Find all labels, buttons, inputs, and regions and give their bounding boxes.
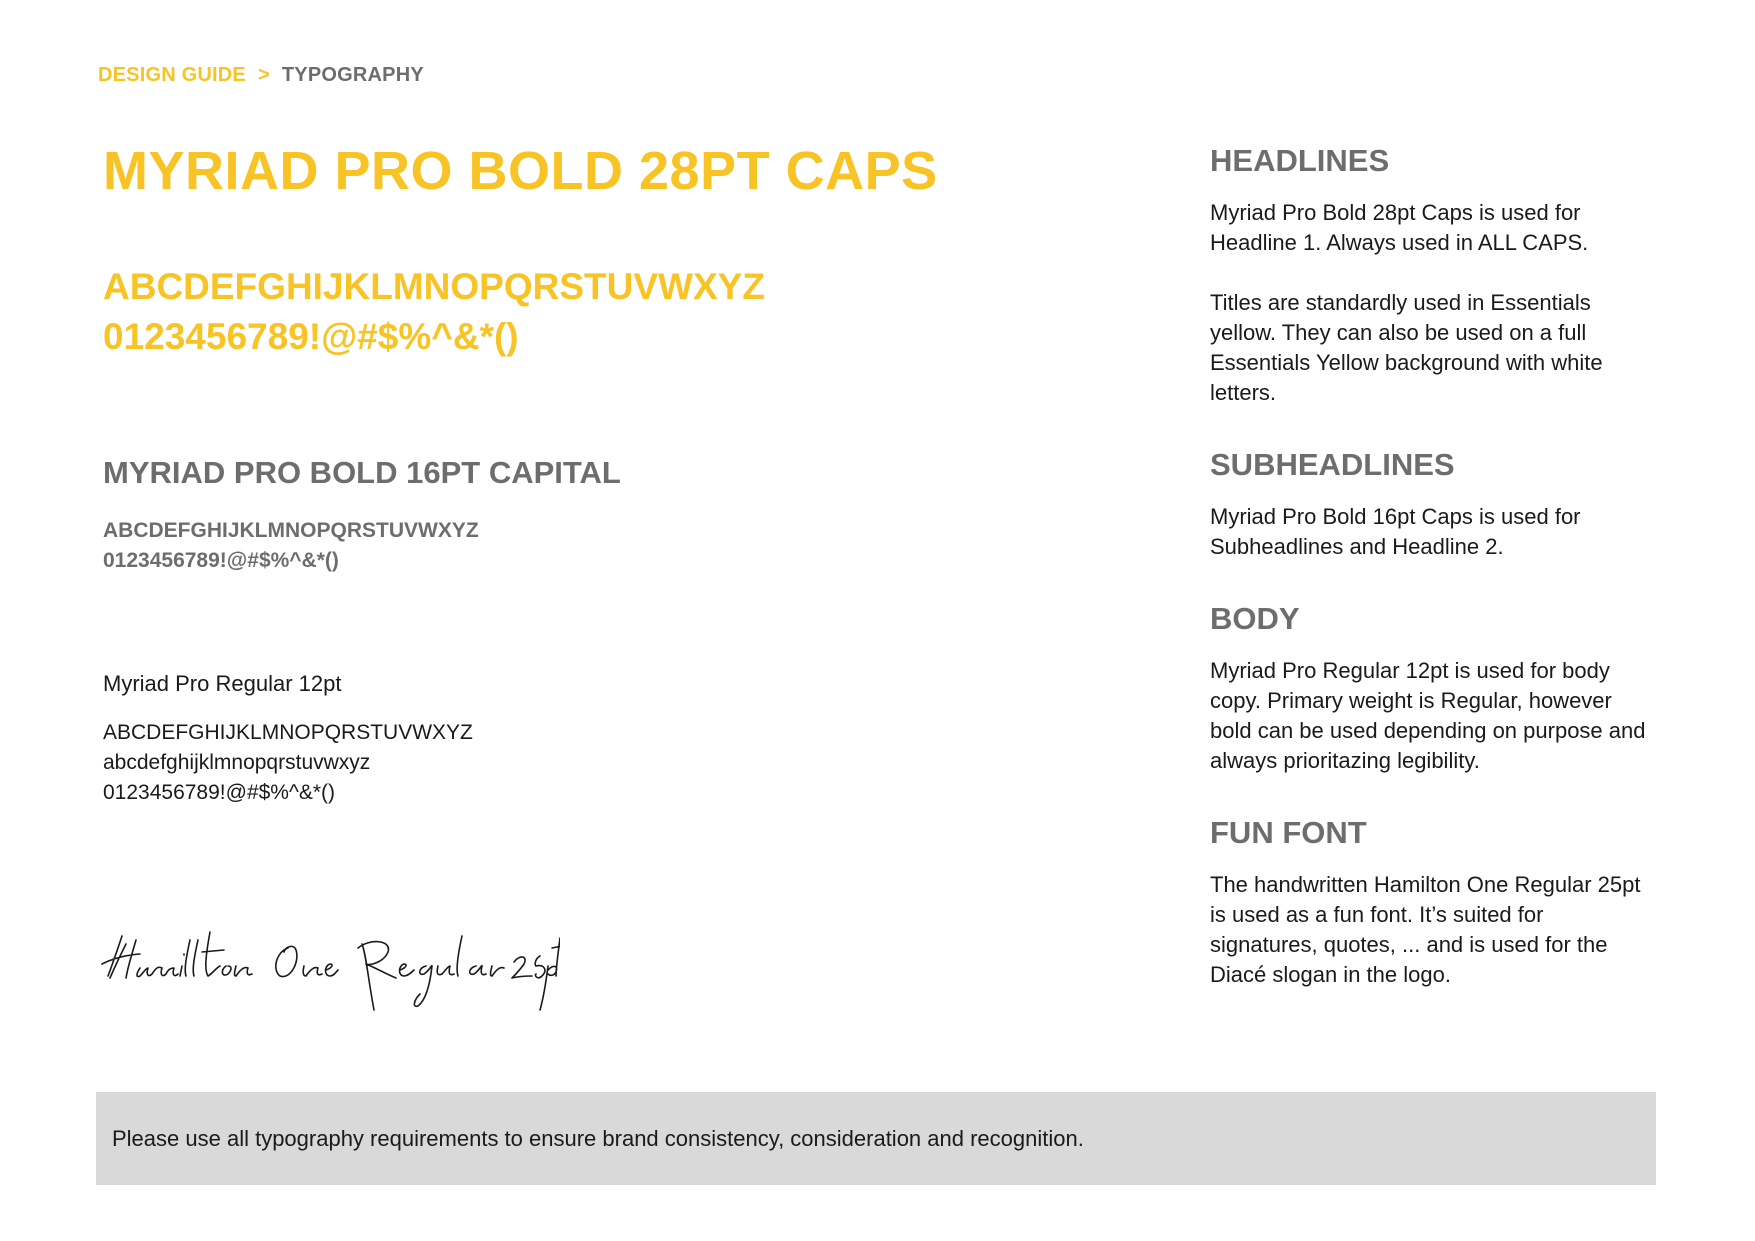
subheadline-sample-numbers: 0123456789!@#$%^&*()	[103, 549, 339, 572]
body-sample-lowercase: abcdefghijklmnopqrstuvwxyz	[103, 751, 371, 774]
subheadline-sample-letters: ABCDEFGHIJKLMNOPQRSTUVWXYZ	[103, 519, 479, 542]
guide-text-subheadlines-1: Myriad Pro Bold 16pt Caps is used for Subheadlines and Headline 2.	[1210, 504, 1581, 559]
usage-note-box	[96, 1092, 1656, 1185]
guide-heading-subheadlines: SUBHEADLINES	[1210, 447, 1455, 482]
breadcrumb	[98, 64, 424, 87]
guide-section-headlines	[1210, 140, 1650, 408]
usage-note-text: Please use all typography requirements to ensure brand consistency, consideration and recognition.	[112, 1126, 1084, 1151]
guide-heading-headlines: HEADLINES	[1210, 143, 1390, 178]
guide-text-body-1: Myriad Pro Regular 12pt is used for body copy. Primary weight is Regular, however bold can be used depending on purpose and always prioritazing legibility.	[1210, 658, 1646, 773]
body-sample-title: Myriad Pro Regular 12pt	[103, 671, 342, 696]
headline-sample-letters: ABCDEFGHIJKLMNOPQRSTUVWXYZ	[103, 266, 765, 307]
headline-sample-title: MYRIAD PRO BOLD 28PT CAPS	[103, 141, 938, 201]
script-font-sample-label: Hamilton One Regular 25pt	[100, 1016, 113, 1017]
guide-heading-fun-font: FUN FONT	[1210, 815, 1367, 850]
script-font-sample	[100, 918, 560, 1018]
breadcrumb-current: TYPOGRAPHY	[281, 64, 424, 86]
subheadline-sample-title: MYRIAD PRO BOLD 16PT CAPITAL	[103, 455, 621, 490]
body-sample-characters	[103, 718, 473, 808]
headline-sample-characters	[103, 262, 765, 362]
guide-heading-body: BODY	[1210, 601, 1300, 636]
breadcrumb-separator: >	[257, 64, 270, 86]
guide-section-subheadlines	[1210, 444, 1650, 562]
guide-section-body	[1210, 598, 1650, 776]
body-sample-numbers: 0123456789!@#$%^&*()	[103, 781, 335, 804]
subheadline-sample-characters	[103, 516, 479, 576]
headline-sample-numbers: 0123456789!@#$%^&*()	[103, 316, 519, 357]
breadcrumb-root[interactable]: DESIGN GUIDE	[98, 64, 246, 86]
guide-section-fun-font	[1210, 812, 1650, 990]
guide-text-headlines-2: Titles are standardly used in Essentials yellow. They can also be used on a full Essentials Yellow background with white letters.	[1210, 290, 1603, 405]
guide-text-headlines-1: Myriad Pro Bold 28pt Caps is used for Headline 1. Always used in ALL CAPS.	[1210, 200, 1589, 255]
guide-text-fun-font-1: The handwritten Hamilton One Regular 25pt is used as a fun font. It’s suited for signatures, quotes, ... and is used for the Diacé slogan in the logo.	[1210, 872, 1641, 987]
body-sample-uppercase: ABCDEFGHIJKLMNOPQRSTUVWXYZ	[103, 721, 473, 744]
typography-guide	[1210, 140, 1650, 990]
